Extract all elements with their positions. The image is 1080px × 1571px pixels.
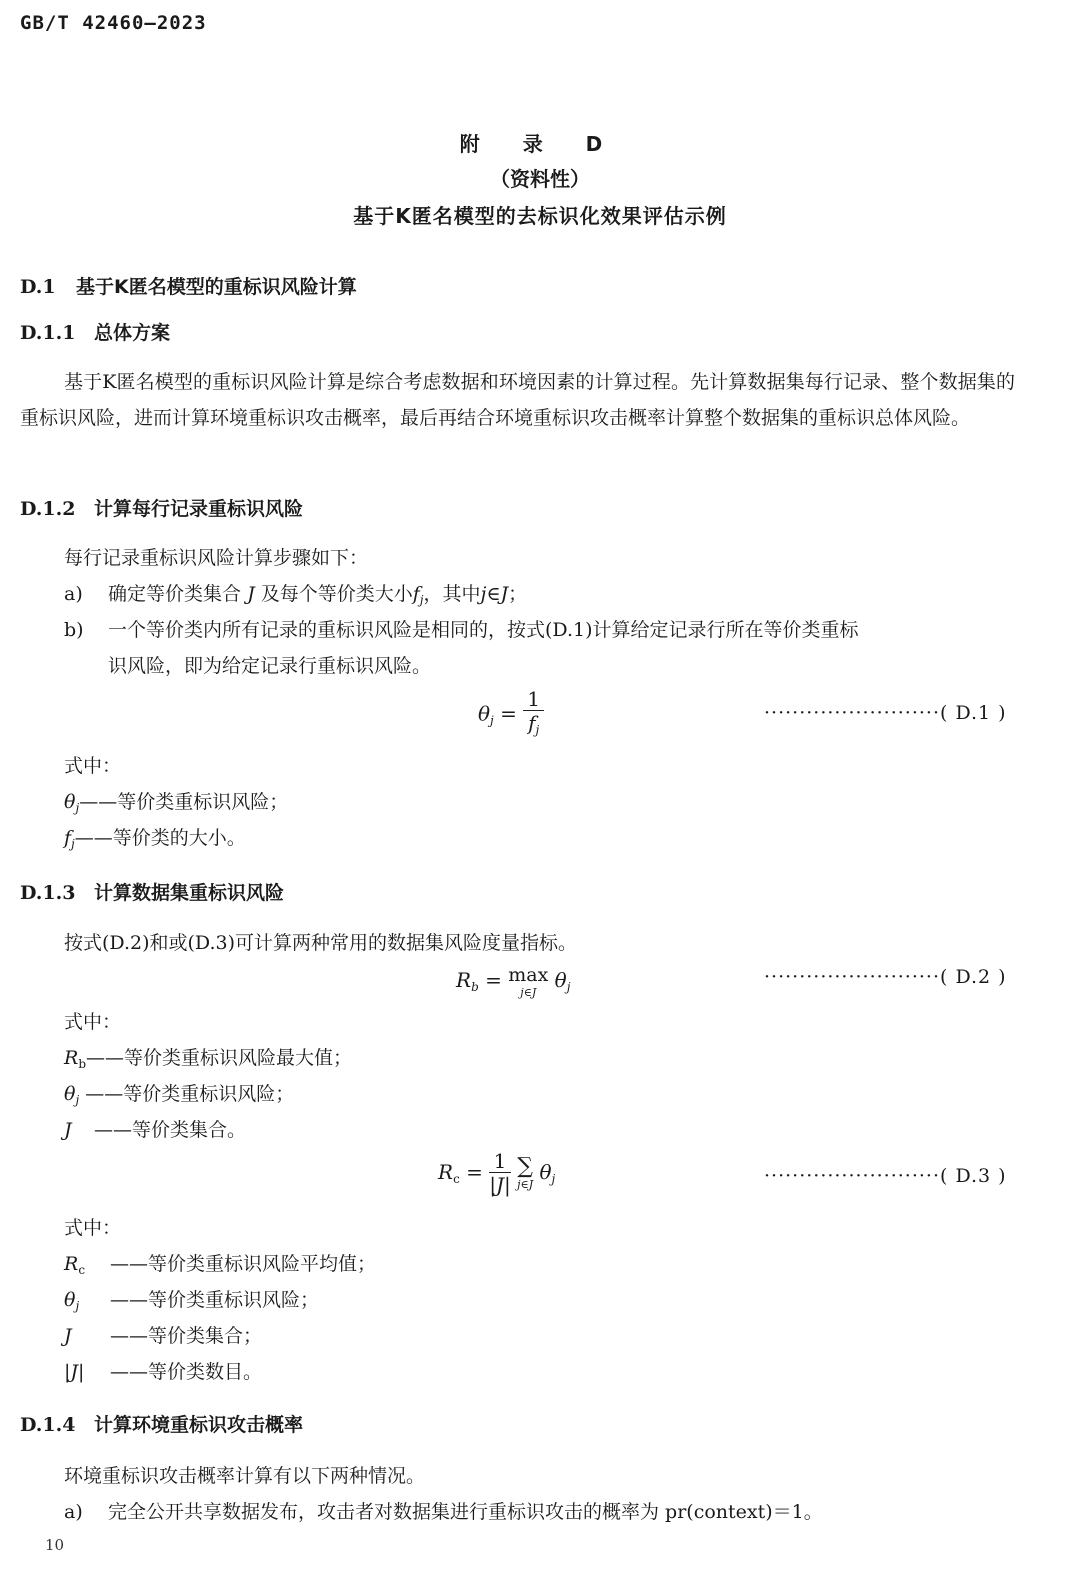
def-symbol: R bbox=[64, 1047, 79, 1069]
def-text: ——等价类重标识风险最大值； bbox=[86, 1047, 353, 1069]
symbol-sub: j bbox=[419, 593, 424, 607]
item-text: ，其中 bbox=[423, 583, 481, 605]
section-number: D.1.3 bbox=[20, 882, 76, 904]
eq-sub: b bbox=[471, 980, 479, 994]
eq-symbol: θ bbox=[478, 701, 491, 726]
def-text: ——等价类重标识风险； bbox=[110, 1289, 320, 1311]
definition-J bbox=[64, 1112, 246, 1148]
eq-fraction bbox=[489, 1150, 511, 1197]
def-sub: j bbox=[75, 1299, 80, 1313]
section-title: 计算环境重标识攻击概率 bbox=[94, 1414, 304, 1436]
d12-intro: 每行记录重标识风险计算步骤如下： bbox=[64, 547, 369, 569]
section-number: D.1.4 bbox=[20, 1414, 76, 1436]
item-text: 确定等价类集合 bbox=[108, 583, 242, 605]
d12-item-b bbox=[64, 612, 859, 648]
def-sub: b bbox=[78, 1057, 86, 1071]
def-sub: j bbox=[71, 837, 75, 851]
standard-code: GB/T 42460—2023 bbox=[20, 12, 207, 34]
appendix-name: 基于K匿名模型的去标识化效果评估示例 bbox=[353, 204, 727, 228]
section-title: 总体方案 bbox=[94, 322, 171, 344]
appendix-subtitle: （资料性） bbox=[490, 167, 590, 191]
def-symbol: J bbox=[64, 1325, 72, 1347]
item-label: b) bbox=[64, 619, 84, 641]
eq-equals: = bbox=[500, 701, 517, 726]
eq-sub: j bbox=[535, 723, 540, 737]
section-number: D.1 bbox=[20, 276, 56, 298]
eq-sub: c bbox=[453, 1172, 460, 1186]
equation-d1 bbox=[478, 688, 544, 742]
symbol-f: f bbox=[412, 583, 420, 605]
def-text: ——等价类集合。 bbox=[88, 1119, 247, 1141]
def-sub: c bbox=[78, 1263, 86, 1277]
section-title: 计算每行记录重标识风险 bbox=[94, 498, 304, 520]
def-text: ——等价类的大小。 bbox=[74, 827, 246, 849]
equation-number: ·························( D.1 ) bbox=[764, 702, 1007, 724]
section-d11-heading bbox=[20, 318, 170, 345]
def-text: ——等价类重标识风险平均值； bbox=[110, 1253, 377, 1275]
d14-intro: 环境重标识攻击概率计算有以下两种情况。 bbox=[64, 1465, 426, 1487]
equation-d2 bbox=[456, 962, 570, 1005]
where-label: 式中： bbox=[64, 755, 122, 777]
d14-item-a bbox=[64, 1494, 823, 1530]
equation-d3 bbox=[438, 1150, 555, 1197]
def-sub: j bbox=[75, 801, 80, 815]
d13-intro: 按式(D.2)和或(D.3)可计算两种常用的数据集风险度量指标。 bbox=[64, 932, 578, 954]
def-text: ——等价类重标识风险； bbox=[79, 1083, 295, 1105]
eq-symbol: θ bbox=[539, 1160, 552, 1184]
def-sub: j bbox=[75, 1093, 80, 1107]
eq-denominator bbox=[523, 711, 544, 742]
appendix-title: 附 录 D bbox=[459, 132, 621, 156]
def-symbol: θ bbox=[64, 791, 76, 813]
section-d12-heading bbox=[20, 494, 303, 521]
equation-number: ·························( D.2 ) bbox=[764, 966, 1007, 988]
def-symbol: R bbox=[64, 1253, 79, 1275]
def-symbol: f bbox=[64, 827, 72, 849]
eq-max-operator bbox=[508, 964, 548, 1000]
def-text: ——等价类数目。 bbox=[110, 1361, 263, 1383]
def-text: ——等价类重标识风险； bbox=[79, 791, 289, 813]
section-number: D.1.1 bbox=[20, 322, 76, 344]
eq-sub: j bbox=[551, 1172, 556, 1186]
eq-fraction bbox=[523, 688, 544, 742]
item-text: 完全公开共享数据发布，攻击者对数据集进行重标识攻击的概率为 pr(context)＝1。 bbox=[108, 1501, 823, 1523]
eq-symbol: f bbox=[528, 711, 536, 735]
eq-symbol: R bbox=[438, 1160, 454, 1184]
where-label: 式中： bbox=[64, 1011, 122, 1033]
eq-numerator: 1 bbox=[489, 1150, 511, 1173]
eq-sum-operator bbox=[517, 1153, 534, 1192]
section-title: 基于K匿名模型的重标识风险计算 bbox=[76, 276, 357, 298]
eq-sub: j bbox=[490, 713, 494, 728]
item-text: 及每个等价类大小 bbox=[260, 583, 413, 605]
eq-operator-sub: j∈J bbox=[517, 1177, 534, 1191]
eq-equals: = bbox=[466, 1160, 483, 1184]
definition-abs-J bbox=[64, 1354, 262, 1390]
definition-J bbox=[64, 1318, 262, 1354]
equation-number: ·························( D.3 ) bbox=[764, 1165, 1007, 1187]
symbol-J: J bbox=[247, 583, 255, 605]
section-title: 计算数据集重标识风险 bbox=[94, 882, 285, 904]
eq-symbol: θ bbox=[554, 968, 567, 992]
section-d1-heading bbox=[20, 272, 357, 299]
item-label: a) bbox=[64, 1501, 83, 1523]
section-d13-heading bbox=[20, 878, 284, 905]
eq-operator: max bbox=[508, 963, 549, 986]
section-d14-heading bbox=[20, 1410, 303, 1437]
def-text: ——等价类集合； bbox=[110, 1325, 263, 1347]
def-symbol: θ bbox=[64, 1289, 76, 1311]
where-label: 式中： bbox=[64, 1217, 122, 1239]
eq-sub: j bbox=[566, 980, 571, 994]
item-text: 一个等价类内所有记录的重标识风险是相同的，按式(D.1)计算给定记录行所在等价类重标 bbox=[108, 619, 859, 641]
section-d11-body: 基于K匿名模型的重标识风险计算是综合考虑数据和环境因素的计算过程。先计算数据集每行记录、整个数据集的重标识风险，进而计算环境重标识攻击概率，最后再结合环境重标识攻击概率计算整个数据集的重标识总体风险。 bbox=[20, 371, 1015, 429]
section-number: D.1.2 bbox=[20, 498, 76, 520]
eq-operator: ∑ bbox=[517, 1153, 533, 1179]
def-symbol: J bbox=[64, 1119, 72, 1141]
d12-item-b-cont: 识风险，即为给定记录行重标识风险。 bbox=[108, 655, 432, 677]
eq-equals: = bbox=[485, 968, 502, 992]
def-symbol: θ bbox=[64, 1083, 76, 1105]
def-symbol: |J| bbox=[64, 1361, 85, 1383]
page-number: 10 bbox=[45, 1536, 65, 1554]
eq-numerator: 1 bbox=[523, 688, 544, 711]
item-text: ； bbox=[508, 583, 528, 605]
eq-denominator: |J| bbox=[489, 1173, 511, 1197]
condition: j∈J bbox=[480, 583, 509, 605]
item-label: a) bbox=[64, 583, 83, 605]
eq-symbol: R bbox=[456, 968, 472, 992]
definition-f bbox=[64, 820, 246, 862]
eq-operator-sub: j∈J bbox=[520, 985, 537, 999]
